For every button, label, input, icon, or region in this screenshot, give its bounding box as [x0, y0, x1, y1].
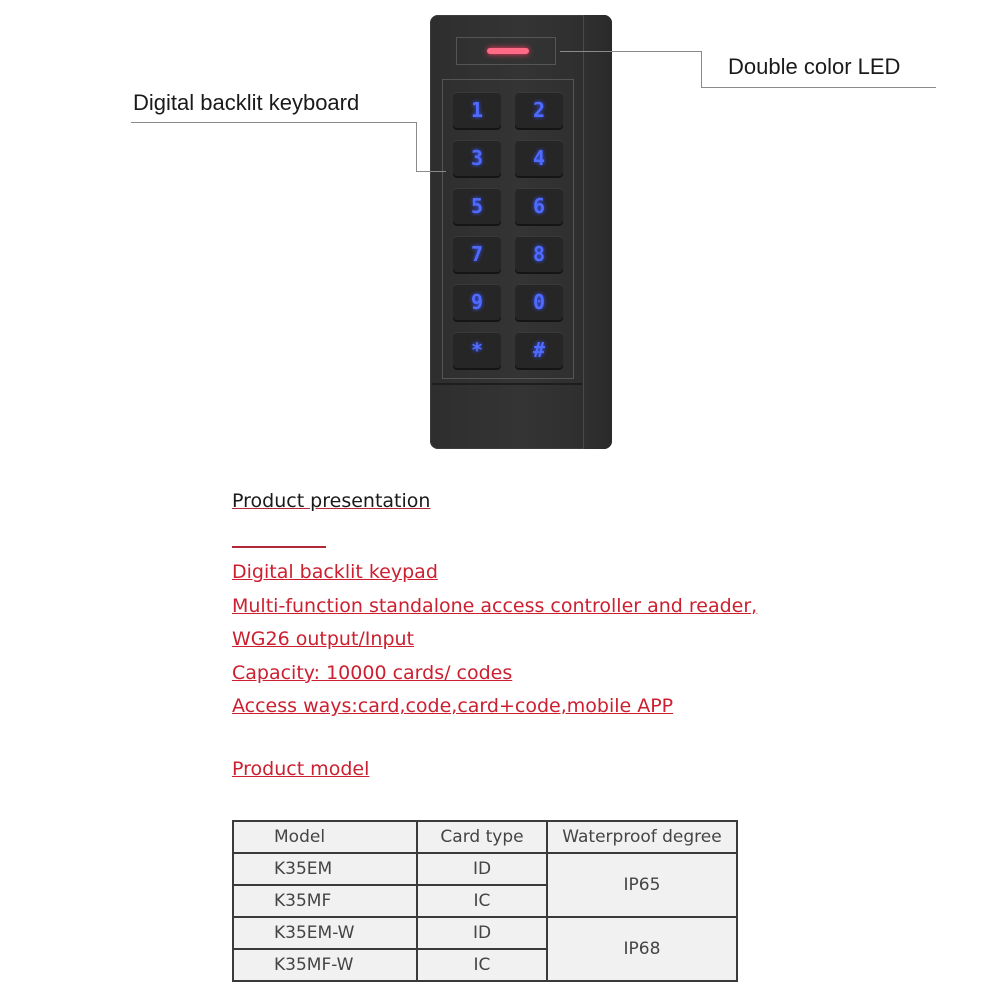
device-lower-seam	[432, 383, 582, 389]
key-8: 8	[515, 236, 563, 272]
feature-list	[232, 556, 757, 724]
double-color-led-icon	[487, 48, 529, 54]
led-callout-label: Double color LED	[728, 54, 901, 79]
key-hash: #	[515, 332, 563, 368]
led-window	[456, 37, 556, 65]
key-star: *	[453, 332, 501, 368]
led-leader-line-v	[701, 51, 702, 88]
key-6: 6	[515, 188, 563, 224]
table-row	[233, 853, 737, 885]
cell-card-type: ID	[417, 853, 547, 885]
product-model-heading: Product model	[232, 758, 370, 780]
keypad-frame	[442, 79, 574, 379]
cell-card-type: IC	[417, 885, 547, 917]
product-model-table	[232, 820, 738, 982]
cell-waterproof: IP65	[547, 853, 737, 917]
device-side-rail	[583, 15, 612, 449]
header-model: Model	[233, 821, 417, 853]
led-leader-line-h2	[701, 87, 936, 88]
header-card-type: Card type	[417, 821, 547, 853]
key-3: 3	[453, 140, 501, 176]
cell-model: K35MF	[233, 885, 417, 917]
keypad-grid	[453, 92, 563, 368]
key-9: 9	[453, 284, 501, 320]
keyboard-leader-line-v	[416, 122, 417, 172]
divider	[232, 546, 326, 548]
product-presentation-heading: Product presentation	[232, 490, 431, 512]
cell-card-type: ID	[417, 917, 547, 949]
cell-model: K35EM-W	[233, 917, 417, 949]
keyboard-callout-label: Digital backlit keyboard	[133, 90, 360, 115]
key-1: 1	[453, 92, 501, 128]
key-4: 4	[515, 140, 563, 176]
key-0: 0	[515, 284, 563, 320]
table-header-row	[233, 821, 737, 853]
feature-item: Access ways:card,code,card+code,mobile APP	[232, 695, 674, 718]
keypad-device	[430, 15, 612, 449]
feature-item: Digital backlit keypad	[232, 561, 438, 583]
feature-item: Multi-function standalone access controller and reader,	[232, 594, 758, 617]
key-2: 2	[515, 92, 563, 128]
table-row	[233, 917, 737, 949]
led-leader-line-h1	[560, 51, 702, 52]
feature-item: WG26 output/Input	[232, 628, 414, 651]
cell-model: K35MF-W	[233, 949, 417, 981]
cell-model: K35EM	[233, 853, 417, 885]
keyboard-leader-line-h2	[416, 171, 446, 172]
feature-item: Capacity: 10000 cards/ codes	[232, 661, 513, 684]
cell-waterproof: IP68	[547, 917, 737, 981]
cell-card-type: IC	[417, 949, 547, 981]
keyboard-leader-line-h1	[131, 122, 417, 123]
key-7: 7	[453, 236, 501, 272]
key-5: 5	[453, 188, 501, 224]
header-waterproof: Waterproof degree	[547, 821, 737, 853]
